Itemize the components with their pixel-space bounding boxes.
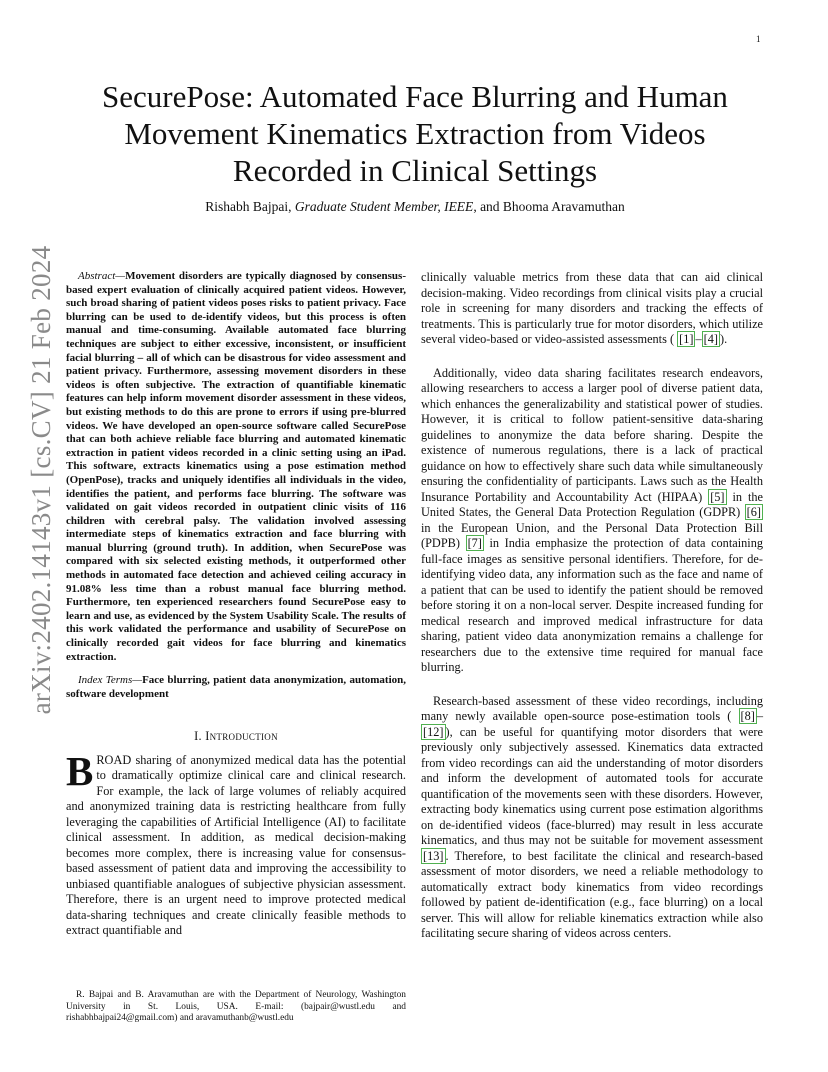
citation-link[interactable]: [13]	[423, 848, 444, 863]
index-terms: Index Terms—Face blurring, patient data anonymization, automation, software development	[66, 674, 406, 700]
right-column	[421, 270, 763, 942]
p1-end: ).	[719, 332, 728, 346]
drop-cap: B	[66, 747, 94, 794]
abstract-label: Abstract	[78, 270, 116, 282]
p2-text: in the European Union, and the Personal Data Protection Bill (PDPB)	[421, 520, 763, 550]
p2-text: Additionally, video data sharing facilitates research endeavors, allowing researchers to access a larger pool of diverse patient data, which enhances the generalizability and statistical power of studies. However, it is critical to follow patient-sensitive data-sharing guidelines to anonymize the data before sharing. Despite the existence of numerous regulations, there is a lack of practical guidance on how to effectively share such data while simultaneously ensuring the confidentiality of participants. Laws such as the Health Insurance Portability and Accountability Act (HIPAA)	[421, 365, 763, 504]
abstract-text: Movement disorders are typically diagnosed by consensus-based expert evaluation of clinically acquired patient videos. However, such broad sharing of patient videos poses risks to patient privacy. Face blurring can be used to de-identify videos, but this process is often manual and time-consuming. Available automated face blurring techniques are subject to either excessive, inconsistent, or insufficient facial blurring – all of which can be disastrous for video assessment and patient privacy. Furthermore, assessing movement disorders in these videos is often subjective. The extraction of quantifiable kinematic features can help inform movement disorder assessment in these videos, but existing methods to do this are prone to errors if using pre-blurred videos. We have developed an open-source software called SecurePose that can both achieve reliable face blurring and automated kinematic extraction in patient videos recorded in a clinic setting using an iPad. This software, extracts kinematics using a pose estimation method (OpenPose), tracks and uniquely identifies all individuals in the video, identifies the patient, and performs face blurring. The software was validated on gait videos recorded in outpatient clinic visits of 116 children with cerebral palsy. The validation involved assessing intermediate steps of kinematics extraction and face blurring with manual blurring (ground truth). In addition, when SecurePose was compared with six selected existing methods, it outperformed other methods in automated face detection and achieved ceiling accuracy in 91.08% less time than a robust manual face blurring method. Furthermore, ten experienced researchers found SecurePose easy to learn and use, as evidenced by the System Usability Scale. The results of this work validated the performance and usability of SecurePose on clinically recorded gait videos for face blurring and kinematics extraction.	[66, 270, 406, 663]
citation-link[interactable]: [7]	[467, 536, 482, 550]
right-paragraph-1	[421, 270, 763, 348]
paper-title: SecurePose: Automated Face Blurring and Human Movement Kinematics Extraction from Videos Recorded in Clinical Settings	[102, 79, 728, 188]
citation-link[interactable]: [8]	[740, 709, 755, 723]
citation-link[interactable]: [4]	[703, 332, 718, 346]
p1-text: clinically valuable metrics from these data that can aid clinical decision-making. Video recordings from clinical visits play a crucial role in screening for many disorders and tracking the effects of treatments. This is particularly true for motor disorders, which utilize several video-based or video-assisted assessments (	[421, 270, 763, 346]
p2-text: in India emphasize the protection of data containing full-face images as sensitive personal identifiers. Therefore, for de-identifying video data, any information such as the face and name of a patient that can be used to identify the patient should be removed before storing it on a non-local server. Despite increased funding for medical research and improved medical infrastructure for data sharing, patient video data anonymization remains a challenge for researchers due to the extensive time required for manual face blurring.	[421, 536, 763, 674]
p3-text: . Therefore, to best facilitate the clinical and research-based assessment of motor disorders, we need a reliable methodology to automatically extract body kinematics from video recordings followed by patient de-identification (e.g., face blurring) on a local server. This will allow for reliable kinematics extraction while also facilitating secure sharing of videos across centers.	[421, 848, 763, 940]
left-column	[66, 270, 406, 939]
author-primary: Rishabh Bajpai,	[205, 199, 295, 214]
right-paragraph-3	[421, 694, 763, 942]
intro-text: ROAD sharing of anonymized medical data has the potential to dramatically optimize clinical care and clinical research. For example, the lack of large volumes of reliably acquired and anonymized training data is restricting healthcare from fully leveraging the capabilities of Artificial Intelligence (AI) to facilitate clinical assessment. In addition, as medical decision-making becomes more complex, there is increasing value for consensus-based assessment of patient data and improving the accessibility to unbiased quantifiable analogues of subjective physician assessment. Therefore, there is an urgent need to improve protected medical data-sharing techniques and create clinically feasible methods to extract quantifiable and	[66, 752, 406, 938]
author-line	[70, 199, 760, 215]
section-heading	[66, 729, 406, 745]
citation-link[interactable]: [6]	[746, 505, 761, 519]
abstract: Abstract—Movement disorders are typically diagnosed by consensus-based expert evaluation of clinically acquired patient videos. However, such broad sharing of patient videos poses risks to patient privacy. Face blurring can be used to de-identify videos, but this process is often manual and time-consuming. Available automated face blurring techniques are subject to either excessive, inconsistent, or insufficient facial blurring – all of which can be disastrous for video assessment and patient privacy. Furthermore, assessing movement disorders in these videos is often subjective. The extraction of quantifiable kinematic features can help inform movement disorder assessment in these videos, but existing methods to do this are prone to errors if using pre-blurred videos. We have developed an open-source software called SecurePose that can both achieve reliable face blurring and automated kinematic extraction in patient videos recorded in a clinic setting using an iPad. This software, extracts kinematics using a pose estimation method (OpenPose), tracks and uniquely identifies all individuals in the video, identifies the patient, and performs face blurring. The software was validated on gait videos recorded in outpatient clinic visits of 116 children with cerebral palsy. The validation involved assessing intermediate steps of kinematics extraction and face blurring with manual blurring (ground truth). In addition, when SecurePose was compared with six selected existing methods, it outperformed other methods in automated face detection and achieved ceiling accuracy in 91.08% less time than a robust manual face blurring method. Furthermore, ten experienced researchers found SecurePose easy to learn and use, as evidenced by the System Usability Scale. The results of this work validated the performance and usability of SecurePose on clinically recorded gait videos for face blurring and kinematics extraction.	[66, 270, 406, 663]
right-paragraph-2	[421, 366, 763, 676]
section-numeral: I.	[194, 729, 206, 744]
index-terms-label: Index Terms	[78, 674, 133, 687]
p3-text: ), can be useful for quantifying motor disorders that were previously only subjectively assessed. Kinematics data extracted from video recordings can aid the understanding of motor disorders and inform the development of automated tools for accurate quantification of the movements seen with these disorders. However, extracting body kinematics using current pose estimation algorithms on de-identified videos (face-blurred) may result in less accurate kinematics, and thus may not be suitable for movement assessment	[421, 724, 763, 847]
p2-text: in the United States, the General Data Protection Regulation (GDPR)	[421, 489, 763, 519]
p3-dash: –	[756, 709, 763, 723]
section-title: Introduction	[205, 729, 278, 744]
p3-text: Research-based assessment of these video recordings, including many newly available open-source pose-estimation tools (	[421, 693, 763, 723]
citation-link[interactable]: [5]	[710, 489, 725, 504]
page-number: 1	[756, 34, 761, 44]
footnote: R. Bajpai and B. Aravamuthan are with the Department of Neurology, Washington University in St. Louis, USA. E-mail: (bajpair@wustl.edu and rishabhbajpai24@gmail.com) and aravamuthanb@wustl.edu	[66, 990, 406, 1023]
index-terms-text: Face blurring, patient data anonymization, automation, software development	[66, 674, 406, 700]
author-role: Graduate Student Member, IEEE	[294, 199, 474, 214]
author-secondary: , and Bhooma Aravamuthan	[473, 199, 625, 214]
p1-dash: –	[695, 332, 702, 346]
intro-paragraph	[66, 747, 406, 939]
citation-link[interactable]: [12]	[423, 724, 444, 739]
citation-link[interactable]: [1]	[679, 332, 694, 346]
arxiv-stamp-text: arXiv:2402.14143v1 [cs.CV] 21 Feb 2024	[26, 245, 56, 715]
